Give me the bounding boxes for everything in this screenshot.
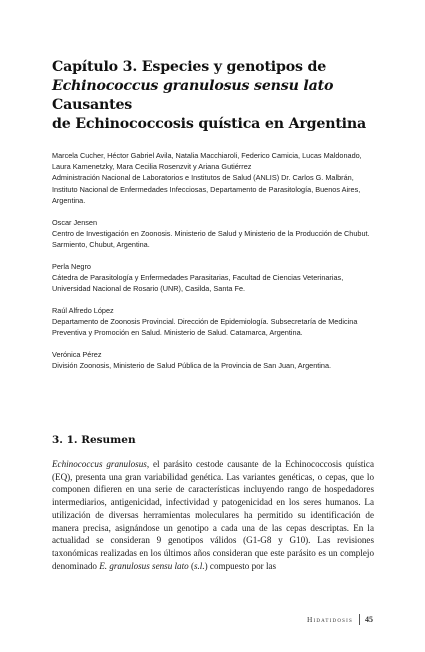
author-block bbox=[52, 349, 377, 371]
author-names: Raúl Alfredo López bbox=[52, 305, 114, 315]
section-heading: 3. 1. Resumen bbox=[52, 434, 136, 446]
summary-paragraph bbox=[52, 458, 374, 572]
running-head: Hidatidosis bbox=[306, 615, 353, 624]
author-list bbox=[52, 150, 377, 382]
chapter-title-line1: Capítulo 3. Especies y genotipos de bbox=[52, 59, 327, 75]
author-names: Verónica Pérez bbox=[52, 349, 102, 359]
author-affiliation: Administración Nacional de Laboratorios e Institutos de Salud (ANLIS) Dr. Carlos G. Malbrán, Instituto Nacional de Enfermedades Infecciosas, Departamento de Parasitología, Buenos Aires, Argentina. bbox=[52, 173, 361, 205]
abbreviation-italic: s.l. bbox=[193, 560, 205, 571]
author-affiliation: División Zoonosis, Ministerio de Salud Pública de la Provincia de San Juan, Argentina. bbox=[52, 361, 332, 371]
chapter-title bbox=[52, 58, 382, 134]
author-block bbox=[52, 150, 377, 206]
chapter-title-line3: de Echinococcosis quística en Argentina bbox=[52, 116, 366, 132]
species-name-italic: Echinococcus granulosus bbox=[52, 459, 147, 469]
author-block bbox=[52, 261, 377, 295]
author-block bbox=[52, 217, 377, 251]
author-affiliation: Cátedra de Parasitología y Enfermedades Parasitarias, Facultad de Ciencias Veterinarias, Universidad Nacional de Rosario (UNR), Casilda, Santa Fe. bbox=[52, 272, 344, 294]
paragraph-text: , el parásito cestode causante de la Echinococcosis quística (EQ), presenta una gran variabilidad genética. Las variantes genéticas, o cepas, que lo componen difieren en una serie de características incluyendo rango de hospedadores intermediarios, antigenicidad, infectividad y patogenicidad en los seres humanos. La utilización de diversas herramientas moleculares ha permitido su identificación de manera precisa, asignándose un genotipo a cada una de las cepas descriptas. En la actualidad se consideran 9 genotipos válidos (G1-G8 y G10). Las revisiones taxonómicas realizadas en los últimos años consideran que este parásito es un complejo denominado bbox=[52, 459, 374, 571]
page-footer bbox=[307, 614, 373, 625]
author-affiliation: Centro de Investigación en Zoonosis. Ministerio de Salud y Ministerio de la Producción de Chubut. Sarmiento, Chubut, Argentina. bbox=[52, 228, 370, 249]
chapter-title-causantes: Causantes bbox=[52, 97, 133, 113]
author-names: Perla Negro bbox=[52, 261, 91, 271]
author-block bbox=[52, 305, 377, 339]
author-names: Marcela Cucher, Héctor Gabriel Avila, Natalia Macchiaroli, Federico Camicia, Lucas Maldonado, Laura Kamenetzky, Mara Cecilia Rosenzvit y Ariana Gutiérrez bbox=[52, 151, 362, 172]
author-names: Oscar Jensen bbox=[52, 217, 98, 227]
footer-divider bbox=[359, 614, 360, 625]
species-complex-italic: E. granulosus sensu lato bbox=[99, 560, 189, 571]
page-number: 45 bbox=[365, 615, 373, 624]
chapter-title-species: Echinococcus granulosus sensu lato bbox=[52, 78, 334, 94]
paragraph-text: ) compuesto por las bbox=[204, 560, 277, 571]
paragraph-text: ( bbox=[188, 560, 194, 571]
author-affiliation: Departamento de Zoonosis Provincial. Dirección de Epidemiología. Subsecretaría de Medicina Preventiva y Promoción en Salud. Ministerio de Salud. Catamarca, Argentina. bbox=[52, 316, 358, 338]
